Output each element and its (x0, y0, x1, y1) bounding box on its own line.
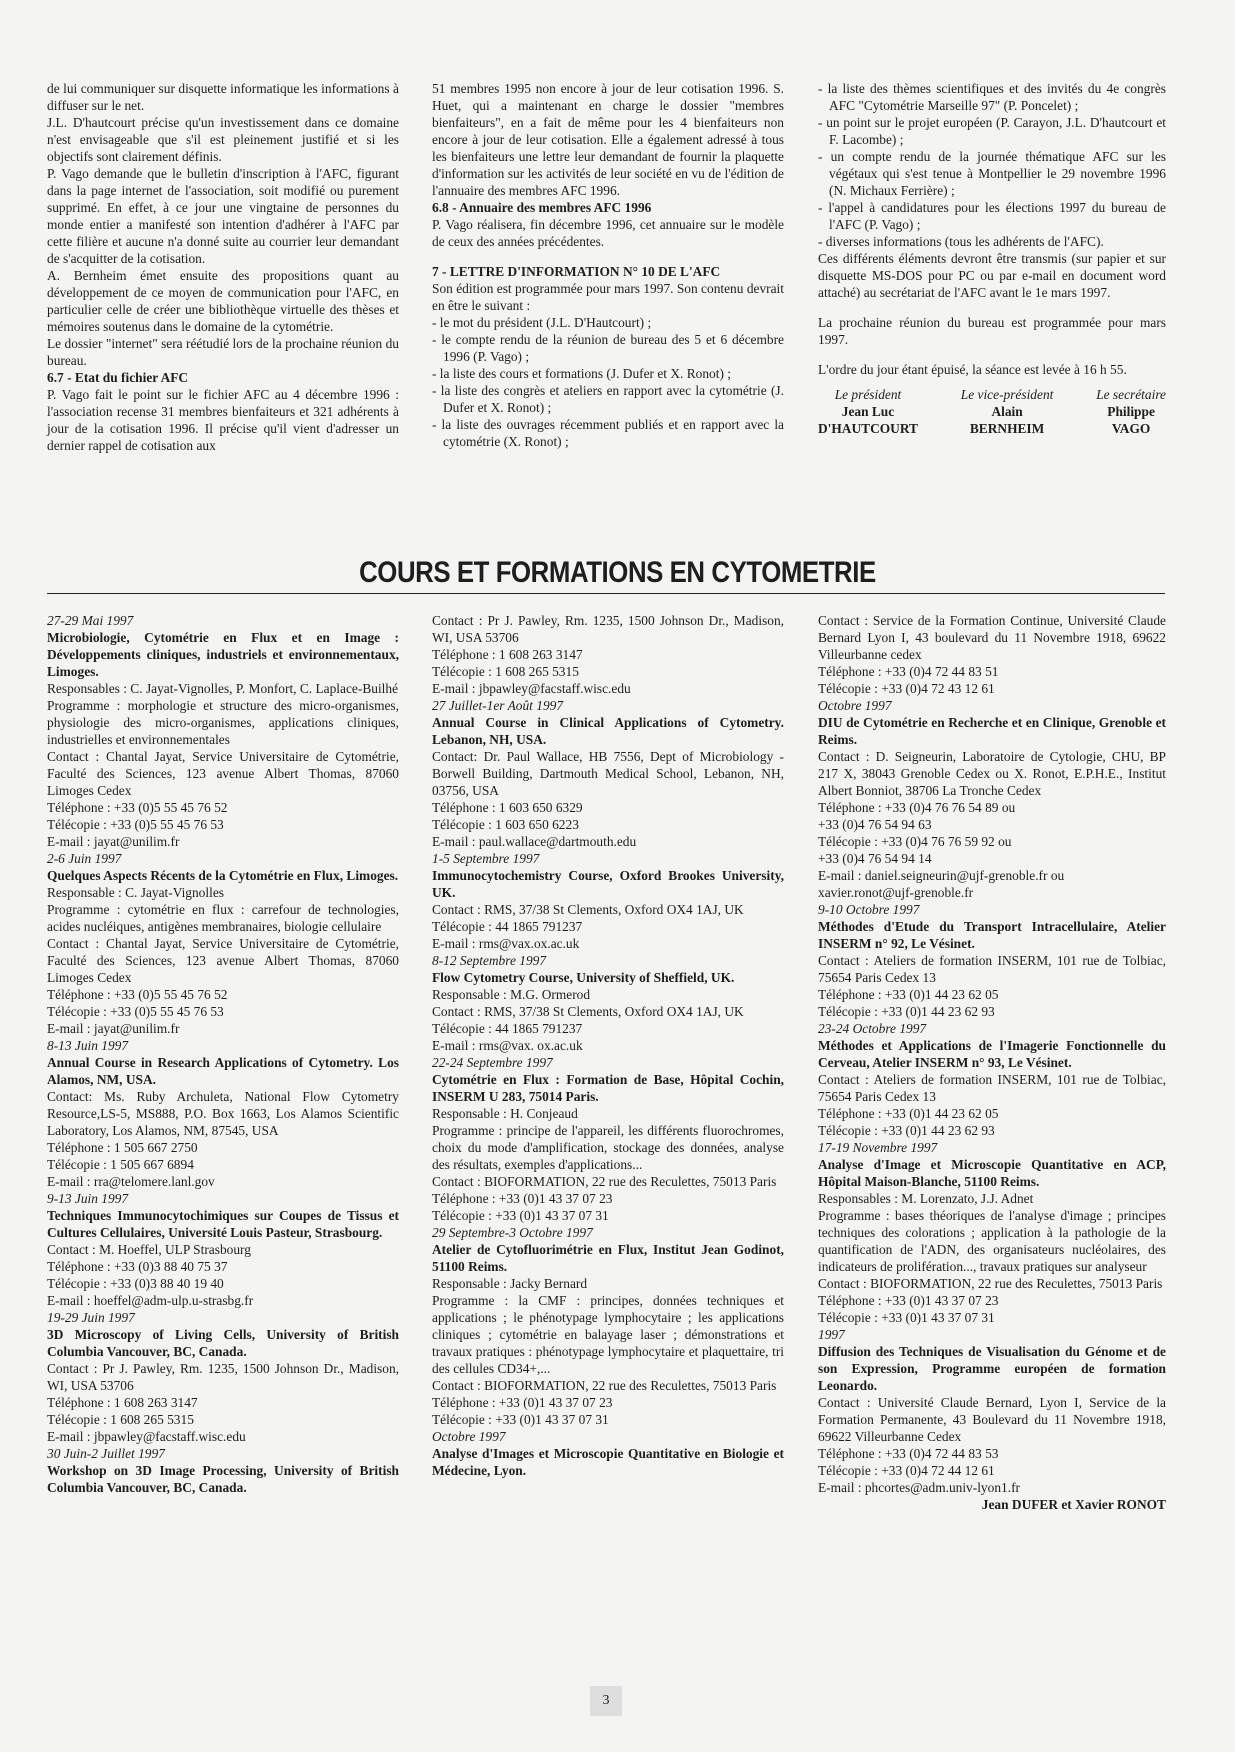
list-item: - la liste des thèmes scientifiques et des invités du 4e congrès AFC "Cytométrie Marseille 97" (P. Poncelet) ; (818, 81, 1166, 113)
banner-rule (47, 593, 1165, 594)
course-detail: Télécopie : +33 (0)1 44 23 62 93 (818, 1123, 995, 1138)
course-detail: Télécopie : 44 1865 791237 (432, 1021, 583, 1036)
list-item: - le mot du président (J.L. D'Hautcourt) ; (432, 315, 652, 330)
course-detail: Programme : la CMF : principes, données techniques et applications ; le phénotypage lymphocytaire ; les applications cliniques ; cytométrie en balayage laser ; démonstrations et travaux pratiques : phénotypage lymphocytaire et plaquettaire, tri des cellules CD34+,... (432, 1293, 784, 1376)
course-detail: Télécopie : +33 (0)5 55 45 76 53 (47, 817, 224, 832)
course-detail: Télécopie : +33 (0)4 76 76 59 92 ou (818, 834, 1012, 849)
course-title: Méthodes et Applications de l'Imagerie Fonctionnelle du Cerveau, Atelier INSERM n° 93, Le Vésinet. (818, 1038, 1166, 1070)
course-entry (47, 1037, 399, 1190)
list-item: - le compte rendu de la réunion de bureau des 5 et 6 décembre 1996 (P. Vago) ; (432, 332, 784, 364)
paragraph: P. Vago réalisera, fin décembre 1996, cet annuaire sur le modèle de ceux des années précédentes. (432, 217, 784, 249)
course-entry (818, 1020, 1166, 1139)
signature-first-name: Alain (991, 404, 1023, 419)
course-detail: Téléphone : 1 608 263 3147 (432, 647, 583, 662)
course-entry (432, 612, 784, 697)
course-detail: E-mail : rms@vax. ox.ac.uk (432, 1038, 583, 1053)
course-detail: +33 (0)4 76 54 94 14 (818, 851, 932, 866)
course-title: Annual Course in Research Applications of Cytometry. Los Alamos, NM, USA. (47, 1055, 399, 1087)
course-entry (818, 901, 1166, 1020)
course-detail: Contact : RMS, 37/38 St Clements, Oxford OX4 1AJ, UK (432, 1004, 744, 1019)
course-date: Octobre 1997 (432, 1429, 506, 1444)
paragraph: La prochaine réunion du bureau est programmée pour mars 1997. (818, 315, 1166, 347)
course-entry (47, 1190, 399, 1309)
course-detail: E-mail : phcortes@adm.univ-lyon1.fr (818, 1480, 1020, 1495)
course-date: 8-13 Juin 1997 (47, 1038, 129, 1053)
course-detail: Télécopie : 1 608 265 5315 (432, 664, 579, 679)
course-detail: Télécopie : +33 (0)1 43 37 07 31 (432, 1208, 609, 1223)
course-detail: Téléphone : +33 (0)1 44 23 62 05 (818, 1106, 999, 1121)
course-detail: Télécopie : 44 1865 791237 (432, 919, 583, 934)
paragraph: Le dossier "internet" sera réétudié lors de la prochaine réunion du bureau. (47, 336, 399, 368)
course-entry (432, 850, 784, 952)
course-title: Diffusion des Techniques de Visualisation du Génome et de son Expression, Programme européen de formation Leonardo. (818, 1344, 1166, 1393)
course-detail: Télécopie : +33 (0)5 55 45 76 53 (47, 1004, 224, 1019)
signature (961, 386, 1054, 437)
course-detail: Contact : Service de la Formation Continue, Université Claude Bernard Lyon I, 43 boulevard du 11 Novembre 1918, 69622 Villeurbanne cedex (818, 613, 1166, 662)
course-detail: Téléphone : +33 (0)1 43 37 07 23 (432, 1191, 613, 1206)
paragraph: P. Vago fait le point sur le fichier AFC au 4 décembre 1996 : l'association recense 31 membres bienfaiteurs et 321 adhérents à jour de la cotisation 1996. Il précise qu'il vient d'adresser un dernier rappel de cotisation aux (47, 387, 399, 453)
list-item: - la liste des congrès et ateliers en rapport avec la cytométrie (J. Dufer et X. Ronot) ; (432, 383, 784, 415)
course-entry (432, 952, 784, 1054)
course-detail: Téléphone : +33 (0)1 43 37 07 23 (818, 1293, 999, 1308)
course-date: 1997 (818, 1327, 845, 1342)
course-detail: Contact : Université Claude Bernard, Lyon I, Service de la Formation Permanente, 43 Boulevard du 11 Novembre 1918, 69622 Villeurbanne Cedex (818, 1395, 1166, 1444)
course-title: Workshop on 3D Image Processing, University of British Columbia Vancouver, BC, Canada. (47, 1463, 399, 1495)
course-date: 29 Septembre-3 Octobre 1997 (432, 1225, 593, 1240)
course-date: 22-24 Septembre 1997 (432, 1055, 553, 1070)
course-detail: Téléphone : +33 (0)1 44 23 62 05 (818, 987, 999, 1002)
paragraph: L'ordre du jour étant épuisé, la séance est levée à 16 h 55. (818, 362, 1127, 377)
course-title: 3D Microscopy of Living Cells, University of British Columbia Vancouver, BC, Canada. (47, 1327, 399, 1359)
course-detail: Contact : BIOFORMATION, 22 rue des Reculettes, 75013 Paris (432, 1378, 777, 1393)
course-title: Atelier de Cytofluorimétrie en Flux, Institut Jean Godinot, 51100 Reims. (432, 1242, 784, 1274)
course-entry (818, 1139, 1166, 1326)
course-detail: Téléphone : +33 (0)1 43 37 07 23 (432, 1395, 613, 1410)
course-detail: Téléphone : +33 (0)4 72 44 83 53 (818, 1446, 999, 1461)
course-entry (432, 1054, 784, 1224)
course-entry (818, 1326, 1166, 1496)
paragraph: de lui communiquer sur disquette informatique les informations à diffuser sur le net. (47, 81, 399, 113)
course-detail: Télécopie : 1 505 667 6894 (47, 1157, 194, 1172)
course-detail: E-mail : paul.wallace@dartmouth.edu (432, 834, 637, 849)
course-date: 23-24 Octobre 1997 (818, 1021, 927, 1036)
course-detail: Contact: Dr. Paul Wallace, HB 7556, Dept of Microbiology - Borwell Building, Dartmouth Medical School, Lebanon, NH, 03756, USA (432, 749, 784, 798)
course-detail: E-mail : jayat@unilim.fr (47, 1021, 180, 1036)
courses-column-2 (432, 612, 784, 1479)
course-detail: E-mail : hoeffel@adm-ulp.u-strasbg.fr (47, 1293, 254, 1308)
course-date: Octobre 1997 (818, 698, 892, 713)
closing-authors: Jean DUFER et Xavier RONOT (981, 1497, 1166, 1512)
course-title: Microbiologie, Cytométrie en Flux et en Image : Développements cliniques, industriels et environnementaux, Limoges. (47, 630, 399, 679)
course-detail: Télécopie : +33 (0)1 43 37 07 31 (818, 1310, 995, 1325)
course-detail: Téléphone : +33 (0)4 76 76 54 89 ou (818, 800, 1016, 815)
course-title: Flow Cytometry Course, University of Sheffield, UK. (432, 970, 735, 985)
signature-role: Le président (834, 387, 902, 402)
course-detail: E-mail : rra@telomere.lanl.gov (47, 1174, 215, 1189)
course-date: 27-29 Mai 1997 (47, 613, 134, 628)
course-entry (818, 697, 1166, 901)
course-detail: Responsable : Jacky Bernard (432, 1276, 588, 1291)
course-detail: Téléphone : +33 (0)3 88 40 75 37 (47, 1259, 228, 1274)
course-detail: +33 (0)4 76 54 94 63 (818, 817, 932, 832)
course-entry (47, 1445, 399, 1496)
course-detail: Programme : cytométrie en flux : carrefour de technologies, acides nucléiques, antigènes membranaires, biologie cellulaire (47, 902, 399, 934)
col1-paragraphs (47, 80, 399, 369)
course-detail: Contact : D. Seigneurin, Laboratoire de Cytologie, CHU, BP 217 X, 38043 Grenoble Cedex ou X. Ronot, E.P.H.E., Institut Albert Bonniot, 38706 La Tronche Cedex (818, 749, 1166, 798)
course-detail: Contact : Chantal Jayat, Service Universitaire de Cytométrie, Faculté des Sciences, 123 avenue Albert Thomas, 87060 Limoges Cedex (47, 936, 399, 985)
course-detail: Contact : Chantal Jayat, Service Universitaire de Cytométrie, Faculté des Sciences, 123 avenue Albert Thomas, 87060 Limoges Cedex (47, 749, 399, 798)
course-detail: Téléphone : +33 (0)4 72 44 83 51 (818, 664, 999, 679)
course-detail: Télécopie : +33 (0)1 43 37 07 31 (432, 1412, 609, 1427)
course-date: 2-6 Juin 1997 (47, 851, 122, 866)
course-entry (47, 612, 399, 850)
newsletter-contents-list (432, 314, 784, 450)
course-detail: Contact : M. Hoeffel, ULP Strasbourg (47, 1242, 251, 1257)
course-detail: Responsables : M. Lorenzato, J.J. Adnet (818, 1191, 1034, 1206)
course-date: 1-5 Septembre 1997 (432, 851, 540, 866)
list-item: - un point sur le projet européen (P. Carayon, J.L. D'hautcourt et F. Lacombe) ; (818, 115, 1166, 147)
course-date: 9-13 Juin 1997 (47, 1191, 129, 1206)
course-detail: Téléphone : 1 608 263 3147 (47, 1395, 198, 1410)
course-date: 8-12 Septembre 1997 (432, 953, 547, 968)
course-detail: E-mail : jayat@unilim.fr (47, 834, 180, 849)
course-detail: Responsables : C. Jayat-Vignolles, P. Monfort, C. Laplace-Builhé (47, 681, 399, 696)
course-detail: Téléphone : +33 (0)5 55 45 76 52 (47, 987, 228, 1002)
minutes-column-1 (47, 80, 399, 454)
signature-role: Le secrétaire (1096, 387, 1166, 402)
course-detail: Télécopie : 1 603 650 6223 (432, 817, 579, 832)
course-detail: E-mail : jbpawley@facstaff.wisc.edu (47, 1429, 246, 1444)
course-detail: xavier.ronot@ujf-grenoble.fr (818, 885, 974, 900)
course-title: Cytométrie en Flux : Formation de Base, Hôpital Cochin, INSERM U 283, 75014 Paris. (432, 1072, 784, 1104)
course-entry (818, 612, 1166, 697)
section-banner-title: COURS ET FORMATIONS EN CYTOMETRIE (359, 556, 876, 589)
course-detail: Contact : BIOFORMATION, 22 rue des Reculettes, 75013 Paris (818, 1276, 1163, 1291)
signature-first-name: Philippe (1107, 404, 1155, 419)
course-detail: Télécopie : 1 608 265 5315 (47, 1412, 194, 1427)
signature (1096, 386, 1166, 437)
signature-first-name: Jean Luc (841, 404, 895, 419)
course-entry (432, 697, 784, 850)
list-item: - la liste des cours et formations (J. Dufer et X. Ronot) ; (432, 366, 731, 381)
signature-block (818, 386, 1166, 437)
course-date: 19-29 Juin 1997 (47, 1310, 135, 1325)
signature (818, 386, 918, 437)
signature-last-name: VAGO (1111, 421, 1151, 436)
course-title: Analyse d'Images et Microscopie Quantitative en Biologie et Médecine, Lyon. (432, 1446, 784, 1478)
course-detail: Télécopie : +33 (0)4 72 44 12 61 (818, 1463, 995, 1478)
course-detail: Contact : Ateliers de formation INSERM, 101 rue de Tolbiac, 75654 Paris Cedex 13 (818, 1072, 1166, 1104)
course-title: Annual Course in Clinical Applications of Cytometry. Lebanon, NH, USA. (432, 715, 784, 747)
course-detail: Téléphone : 1 505 667 2750 (47, 1140, 198, 1155)
course-entry (432, 1224, 784, 1428)
course-title: Quelques Aspects Récents de la Cytométrie en Flux, Limoges. (47, 868, 399, 883)
course-detail: Contact : RMS, 37/38 St Clements, Oxford OX4 1AJ, UK (432, 902, 744, 917)
paragraph: J.L. D'hautcourt précise qu'un investissement dans ce domaine n'est envisageable que s'il est pleinement justifié et si les objectifs sont clairement définis. (47, 115, 399, 164)
course-detail: Responsable : M.G. Ormerod (432, 987, 591, 1002)
paragraph: P. Vago demande que le bulletin d'inscription à l'AFC, figurant dans la page internet de l'association, soit modifié ou purement supprimé. En effet, à ce jour une vingtaine de personnes du monde entier a manifesté son intention d'adhérer à l'AFC par cette filière et aucune n'a donné suite au courrier leur demandant de s'acquitter de la cotisation. (47, 166, 399, 266)
course-detail: Responsable : C. Jayat-Vignolles (47, 885, 224, 900)
course-detail: Responsable : H. Conjeaud (432, 1106, 578, 1121)
course-detail: Téléphone : +33 (0)5 55 45 76 52 (47, 800, 228, 815)
paragraph: Ces différents éléments devront être transmis (sur papier et sur disquette MS-DOS pour PC ou par e-mail en document word attaché) au secrétariat de l'AFC avant le 1e mars 1997. (818, 251, 1166, 300)
list-item: - diverses informations (tous les adhérents de l'AFC). (818, 234, 1104, 249)
section-heading-lettre: 7 - LETTRE D'INFORMATION N° 10 DE L'AFC (432, 264, 721, 279)
list-item: - l'appel à candidatures pour les élections 1997 du bureau de l'AFC (P. Vago) ; (818, 200, 1166, 232)
courses-column-1 (47, 612, 399, 1496)
course-date: 17-19 Novembre 1997 (818, 1140, 938, 1155)
paragraph: Son édition est programmée pour mars 1997. Son contenu devrait en être le suivant : (432, 281, 784, 313)
course-detail: Télécopie : +33 (0)4 72 43 12 61 (818, 681, 995, 696)
signature-last-name: D'HAUTCOURT (818, 421, 918, 436)
course-date: 27 Juillet-1er Août 1997 (432, 698, 564, 713)
course-detail: E-mail : daniel.seigneurin@ujf-grenoble.fr ou (818, 868, 1065, 883)
course-detail: Contact : Ateliers de formation INSERM, 101 rue de Tolbiac, 75654 Paris Cedex 13 (818, 953, 1166, 985)
newsletter-contents-list-cont (818, 80, 1166, 250)
section-heading-fichier: 6.7 - Etat du fichier AFC (47, 370, 189, 385)
course-title: Analyse d'Image et Microscopie Quantitative en ACP, Hôpital Maison-Blanche, 51100 Reims. (818, 1157, 1166, 1189)
course-title: Méthodes d'Etude du Transport Intracellulaire, Atelier INSERM n° 92, Le Vésinet. (818, 919, 1166, 951)
course-detail: Téléphone : 1 603 650 6329 (432, 800, 583, 815)
course-detail: Télécopie : +33 (0)3 88 40 19 40 (47, 1276, 224, 1291)
page-number: 3 (590, 1686, 622, 1716)
course-title: Techniques Immunocytochimiques sur Coupes de Tissus et Cultures Cellulaires, Université Louis Pasteur, Strasbourg. (47, 1208, 399, 1240)
course-entry (47, 1309, 399, 1445)
course-detail: E-mail : rms@vax.ox.ac.uk (432, 936, 580, 951)
course-date: 30 Juin-2 Juillet 1997 (47, 1446, 165, 1461)
course-detail: Programme : morphologie et structure des micro-organismes, physiologie des micro-organismes, applications cliniques, industrielles et environnementales (47, 698, 399, 747)
section-heading-annuaire: 6.8 - Annuaire des membres AFC 1996 (432, 200, 652, 215)
signature-role: Le vice-président (960, 387, 1054, 402)
paragraph: A. Bernheim émet ensuite des propositions quant au développement de ce moyen de communication pour l'AFC, en particulier celle de créer une bibliothèque virtuelle des thèses et mémoires soutenus dans le domaine de la cytométrie. (47, 268, 399, 334)
course-title: Immunocytochemistry Course, Oxford Brookes University, UK. (432, 868, 784, 900)
course-detail: Télécopie : +33 (0)1 44 23 62 93 (818, 1004, 995, 1019)
course-date: 9-10 Octobre 1997 (818, 902, 920, 917)
course-detail: E-mail : jbpawley@facstaff.wisc.edu (432, 681, 631, 696)
course-detail: Contact : BIOFORMATION, 22 rue des Reculettes, 75013 Paris (432, 1174, 777, 1189)
paragraph: 51 membres 1995 non encore à jour de leur cotisation 1996. S. Huet, qui a maintenant en charge le dossier "membres bienfaiteurs", en a fait de même pour les 4 bienfaiteurs non encore à jour de leur cotisation. Elle a également adressé à tous les bienfaiteurs une lettre leur demandant de fournir la plaquette d'information sur les activités de leur société en vu de l'édition de l'annuaire des membres AFC 1996. (432, 81, 784, 198)
list-item: - la liste des ouvrages récemment publiés et en rapport avec la cytométrie (X. Ronot) ; (432, 417, 784, 449)
course-entry (432, 1428, 784, 1479)
list-item: - un compte rendu de la journée thématique AFC sur les végétaux qui s'est tenue à Montpellier le 29 novembre 1996 (N. Michaux Ferrière) ; (818, 149, 1166, 198)
minutes-column-2 (432, 80, 784, 450)
minutes-column-3 (818, 80, 1166, 437)
course-detail: Contact : Pr J. Pawley, Rm. 1235, 1500 Johnson Dr., Madison, WI, USA 53706 (432, 613, 784, 645)
course-detail: Contact: Ms. Ruby Archuleta, National Flow Cytometry Resource,LS-5, MS888, P.O. Box 1663, Los Alamos Scientific Laboratory, Los Alamos, NM, 87545, USA (47, 1089, 399, 1138)
course-detail: Contact : Pr J. Pawley, Rm. 1235, 1500 Johnson Dr., Madison, WI, USA 53706 (47, 1361, 399, 1393)
course-detail: Programme : principe de l'appareil, les différents fluorochromes, choix du mode d'amplification, stockage des données, analyse des résultats, exemples d'applications... (432, 1123, 784, 1172)
signature-last-name: BERNHEIM (969, 421, 1045, 436)
courses-column-3 (818, 612, 1166, 1513)
course-detail: Programme : bases théoriques de l'analyse d'image ; principes techniques des colorations ; application à la pathologie de la quantification de l'ADN, des organisateurs nucléolaires, des indicateurs de prolifération..., travaux pratiques sur analyseur (818, 1208, 1166, 1274)
course-entry (47, 850, 399, 1037)
course-title: DIU de Cytométrie en Recherche et en Clinique, Grenoble et Reims. (818, 715, 1166, 747)
